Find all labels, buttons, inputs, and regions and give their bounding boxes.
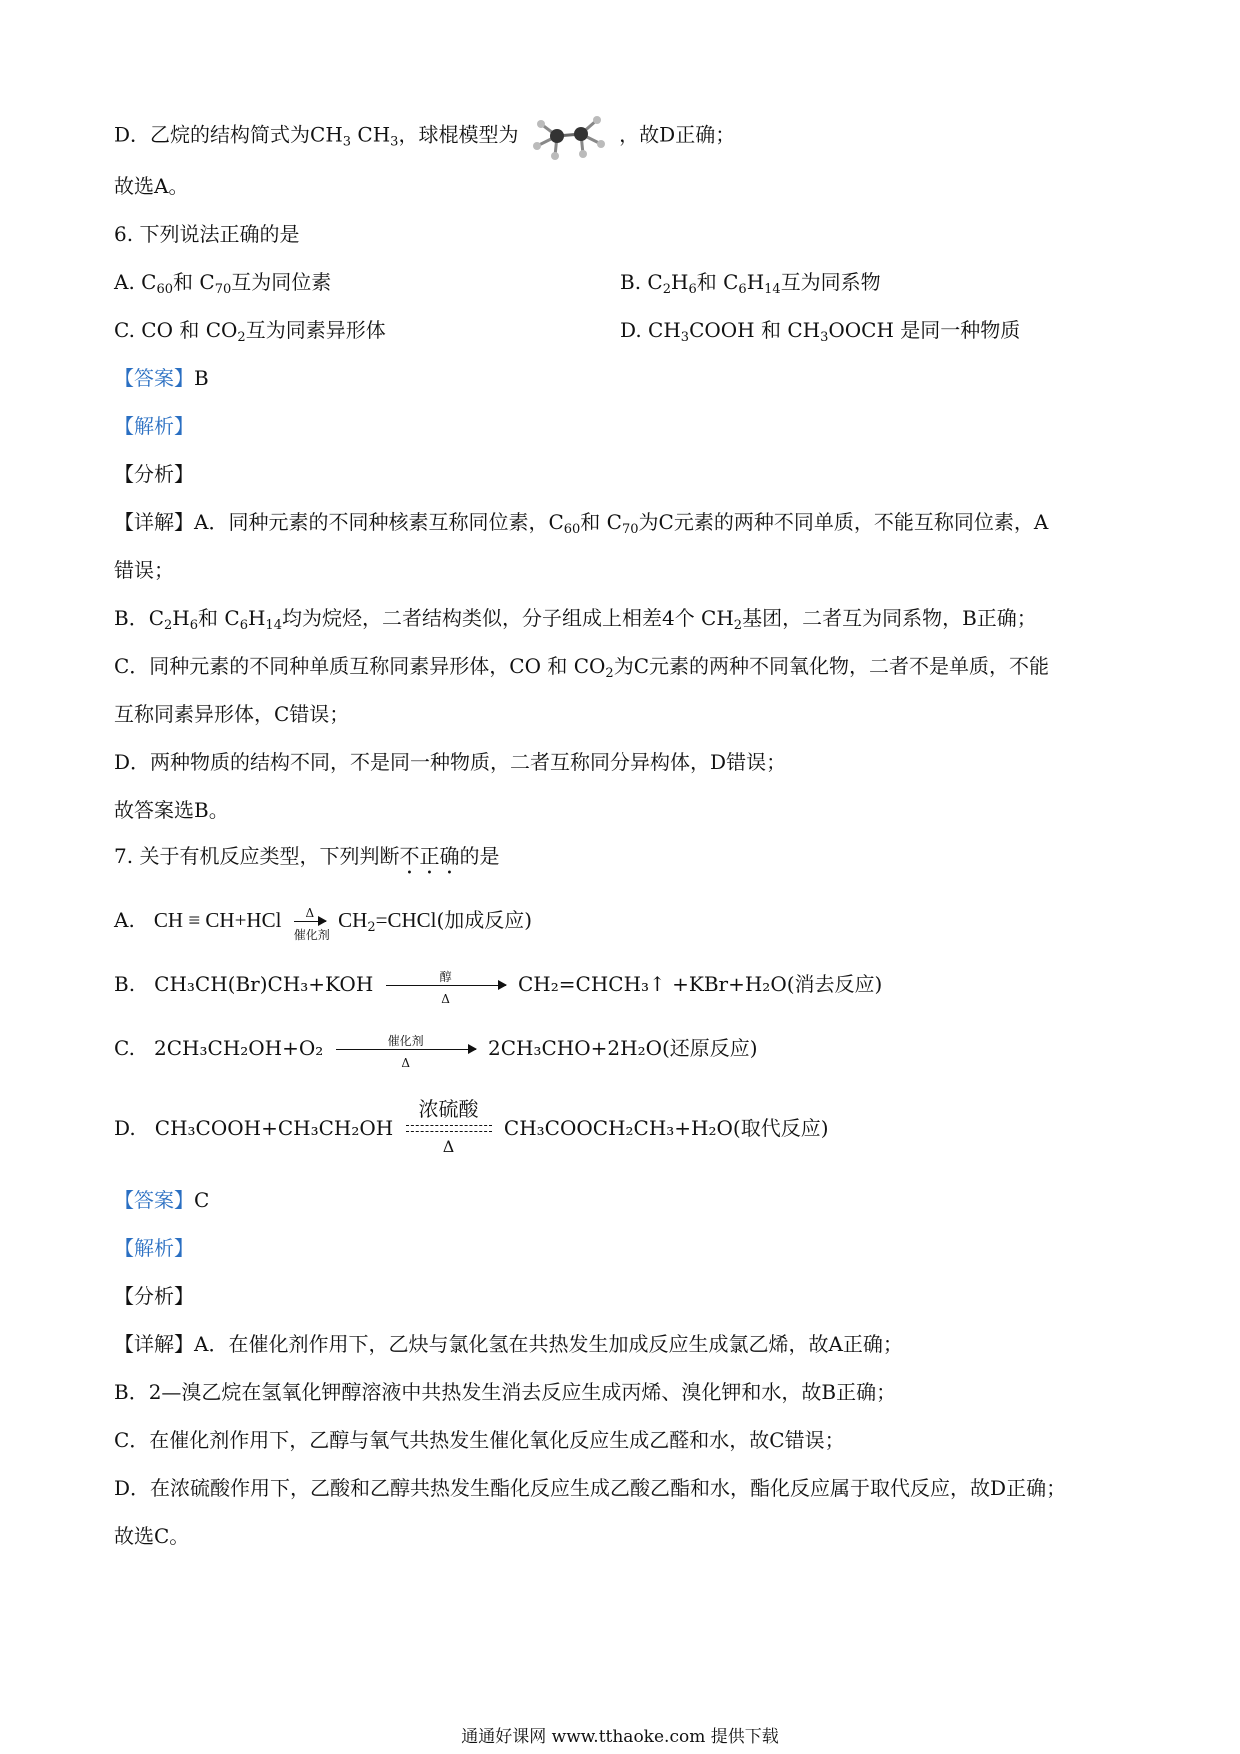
q6-detail-d: D．两种物质的结构不同，不是同一种物质，二者互称同分异构体，D错误； (114, 750, 787, 774)
reaction-arrow-a: Δ 催化剂 (293, 906, 330, 942)
q7-detail-b: B．2—溴乙烷在氢氧化钾醇溶液中共热发生消去反应生成丙烯、溴化钾和水，故B正确； (114, 1380, 897, 1404)
q6-option-b: B. $C_2H_6$和 $C_6H_{14}$互为同系物 (620, 270, 881, 297)
q7-detail-a: 【详解】A．在催化剂作用下，乙炔与氯化氢在共热发生加成反应生成氯乙烯，故A正确； (114, 1332, 903, 1356)
ethane-ball-stick-model-image (531, 112, 607, 160)
page-footer: 通通好课网 www.tthaoke.com 提供下载 (461, 1727, 779, 1747)
q7-answer: 【答案】C (114, 1188, 210, 1212)
question-6-stem: 6. 下列说法正确的是 (114, 222, 300, 246)
reversible-arrow-d: 浓硫酸 Δ (406, 1115, 492, 1145)
q6-detail-a-cont: 错误； (114, 558, 174, 582)
q7-fenxi-heading: 【分析】 (114, 1284, 194, 1308)
q6-detail-a: 【详解】A．同种元素的不同种核素互称同位素，$C_{60}$和 $C_{70}$为C元素的两种不同单质，不能互称同位素，A (114, 510, 1049, 537)
question-7-stem: 7. 关于有机反应类型，下列判断不正确的是 (114, 844, 500, 868)
q7-detail-d: D．在浓硫酸作用下，乙酸和乙醇共热发生酯化反应生成乙酸乙酯和水，酯化反应属于取代反应，故D正确； (114, 1476, 1067, 1500)
q6-detail-b: B．$C_2H_6$和 $C_6H_{14}$均为烷烃，二者结构类似，分子组成上相差4个 $CH_2$基团，二者互为同系物，B正确； (114, 606, 1037, 633)
q6-option-c: C. CO 和 $CO_2$互为同素异形体 (114, 318, 386, 345)
q6-detail-c: C．同种元素的不同种单质互称同素异形体，CO 和 $CO_2$为C元素的两种不同氧化物，二者不是单质，不能 (114, 654, 1050, 681)
q6-fenxi-heading: 【分析】 (114, 462, 194, 486)
q7-option-c: C. 2CH₃CH₂OH+O₂ 催化剂 Δ 2CH₃CHO+2H₂O(还原反应) (114, 1034, 758, 1070)
q7-jiexi-heading: 【解析】 (114, 1236, 194, 1260)
q6-answer: 【答案】B (114, 366, 209, 390)
q6-jiexi-heading: 【解析】 (114, 414, 194, 438)
q7-option-b: B. CH₃CH(Br)CH₃+KOH 醇 Δ CH₂=CHCH₃↑ +KBr+H₂O(消去反应) (114, 970, 883, 1006)
reaction-arrow-c: 催化剂 Δ (336, 1049, 476, 1050)
q6-option-d: D. $CH_3COOH$ 和 $CH_3OOCH$ 是同一种物质 (620, 318, 1021, 345)
q6-conclusion: 故答案选B。 (114, 798, 229, 822)
q7-conclusion: 故选C。 (114, 1524, 190, 1548)
q6-detail-c-cont: 互称同素异形体，C错误； (114, 702, 350, 726)
q6-option-a: A. $C_{60}$和 $C_{70}$互为同位素 (114, 270, 332, 297)
q7-detail-c: C．在催化剂作用下，乙醇与氧气共热发生催化氧化反应生成乙醛和水，故C错误； (114, 1428, 845, 1452)
line-d-ethane: D．乙烷的结构简式为$CH_3$ $CH_3$，球棍模型为 ，故D正确； (114, 112, 735, 160)
select-a: 故选A。 (114, 174, 189, 198)
q7-option-a: A. CH ≡ CH+HCl Δ 催化剂 $CH_2=CHCl$(加成反应) (114, 906, 533, 942)
reaction-arrow-b: 醇 Δ (386, 985, 506, 986)
q7-option-d: D. CH₃COOH+CH₃CH₂OH 浓硫酸 Δ CH₃COOCH₂CH₃+H₂O(取代反应) (114, 1096, 829, 1156)
